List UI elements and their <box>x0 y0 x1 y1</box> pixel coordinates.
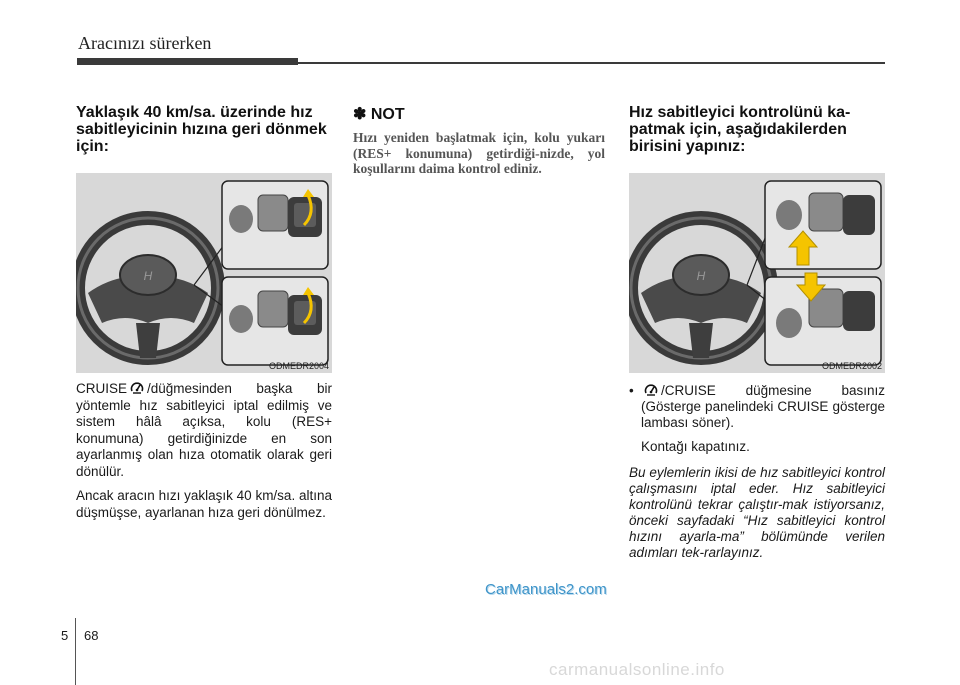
cancel-option-2: Kontağı kapatınız. <box>641 439 750 454</box>
steering-wheel-illustration <box>76 173 332 373</box>
steering-wheel-figure-resume <box>76 173 332 373</box>
note-body: Hızı yeniden başlatmak için, kolu yukarı (RES+ konumuna) getirdiği-nizde, yol koşullarını daima kontrol ediniz. <box>353 130 605 176</box>
header-rule-thin <box>298 62 885 64</box>
figure-code: ODMEDR2002 <box>821 361 882 371</box>
watermark-link[interactable]: CarManuals2.com <box>485 581 607 598</box>
figure-code: ODMEDR2004 <box>268 361 329 371</box>
section-heading-resume: Yaklaşık 40 km/sa. üzerinde hız sabitleyicinin hızına geri dönmek için: <box>76 104 327 155</box>
section-heading-cancel: Hız sabitleyici kontrolünü ka-patmak için, aşağıdakilerden birisini yapınız: <box>629 104 851 155</box>
bullet: • <box>629 383 634 398</box>
cancel-italic-note: Bu eylemlerin ikisi de hız sabitleyici kontrol çalışmasını iptal eder. Hız sabitleyici kontrolünü tekrar çalıştır-mak istiyorsanız, önceki sayfadaki “Hız sabitleyici kontrol hızını ayarla-ma” bölümünde verilen adımları tek-rarlayınız. <box>629 465 885 560</box>
page-number: 68 <box>84 628 99 643</box>
cancel-option-1 <box>629 383 885 431</box>
cruise-speedometer-icon <box>130 381 144 395</box>
footer-divider <box>75 618 76 685</box>
cruise-label: CRUISE <box>76 381 128 396</box>
resume-paragraph-2: Ancak aracın hızı yaklaşık 40 km/sa. altına düşmüşse, ayarlanan hıza geri dönülmez. <box>76 488 332 520</box>
cruise-speedometer-icon <box>644 383 658 397</box>
resume-paragraph-1-text: /düğmesinden başka bir yöntemle hız sabitleyici iptal edilmiş ve sistem hâlâ açıksa, kolu (RES+ konumuna) getirdiğinizde en son ayarlanmış olan hıza otomatik olarak geri dönülür. <box>76 381 332 479</box>
cancel-option-1-text: /CRUISE düğmesine basınız (Gösterge panelindeki CRUISE gösterge lambası söner). <box>641 383 885 430</box>
steering-wheel-figure-cancel <box>629 173 885 373</box>
svg-text:H: H <box>696 269 706 283</box>
svg-text:H: H <box>143 269 153 283</box>
page-header-title: Aracınızı sürerken <box>78 33 212 53</box>
right-column <box>629 104 885 561</box>
left-column <box>76 104 332 521</box>
footer-watermark: carmanualsonline.info <box>549 660 725 679</box>
header-rule-thick <box>77 58 298 65</box>
section-number: 5 <box>61 628 69 643</box>
resume-paragraph-1 <box>76 381 332 480</box>
steering-wheel-illustration <box>629 173 885 373</box>
note-column <box>353 104 605 177</box>
note-title: ✽ NOT <box>353 106 405 123</box>
